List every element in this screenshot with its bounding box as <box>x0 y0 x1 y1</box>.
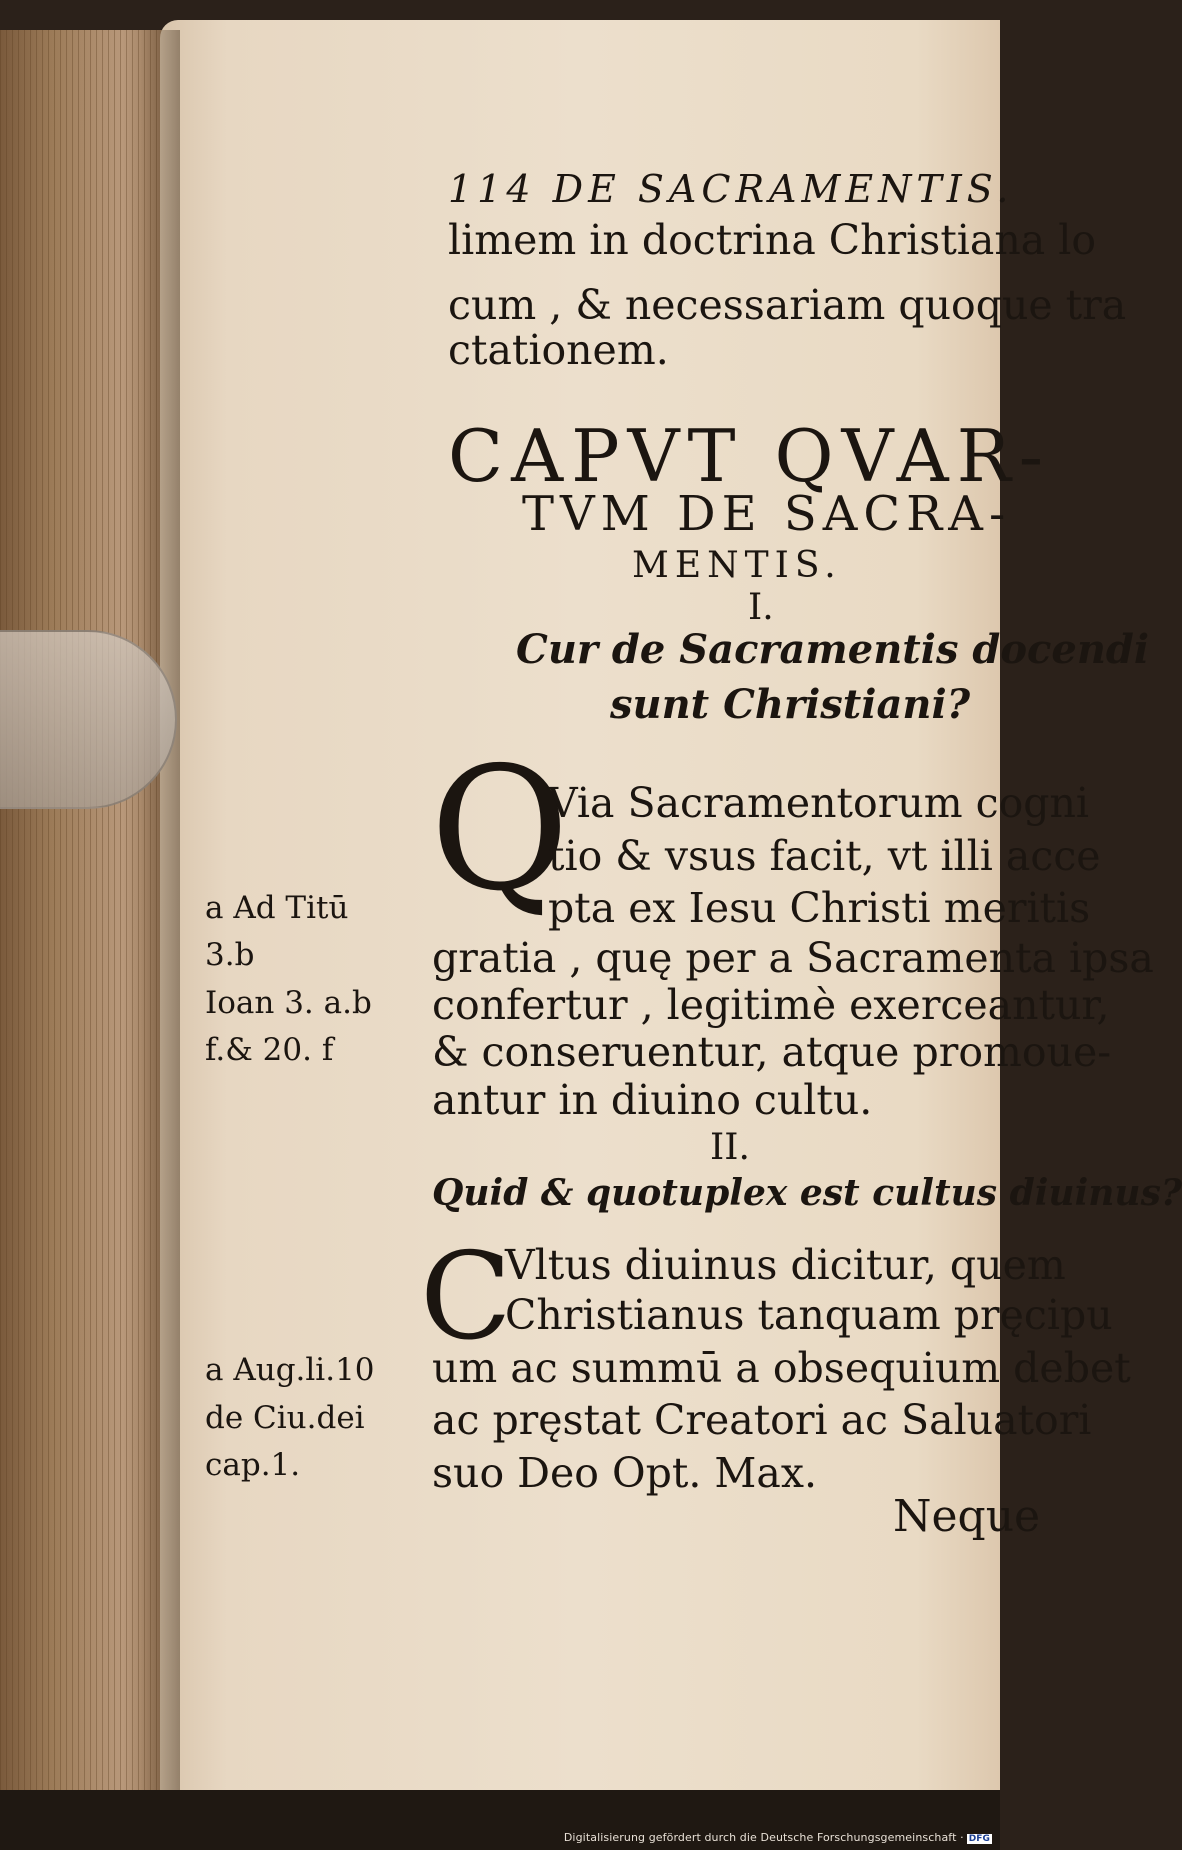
section-numeral: I. <box>748 587 774 628</box>
body-line: gratia , quę per a Sacramenta ipsa <box>432 934 1154 982</box>
intro-line: ctationem. <box>448 326 669 374</box>
margin-note: de Ciu.dei <box>205 1400 365 1436</box>
section-numeral: II. <box>710 1127 750 1168</box>
body-line: ac pręstat Creatori ac Saluatori <box>432 1396 1092 1444</box>
body-line: pta ex Iesu Christi meritis <box>548 884 1091 932</box>
body-line: suo Deo Opt. Max. <box>432 1449 817 1497</box>
margin-note: a Aug.li.10 <box>205 1352 375 1388</box>
margin-note: a Ad Titū <box>205 890 349 926</box>
margin-note: cap.1. <box>205 1447 301 1483</box>
dropcap: C <box>420 1228 512 1367</box>
chapter-title-line1: CAPVT QVAR- <box>448 414 1052 498</box>
dfg-logo: DFG <box>968 1834 990 1844</box>
chapter-title-line2: TVM DE SACRA- <box>522 486 1012 542</box>
body-line: antur in diuino cultu. <box>432 1076 873 1124</box>
running-head: 114 DE SACRAMENTIS. <box>448 167 1014 211</box>
catchword: Neque <box>893 1491 1041 1542</box>
body-line: Vltus diuinus dicitur, quem <box>505 1241 1066 1289</box>
body-line: & conseruentur, atque promoue- <box>432 1028 1112 1076</box>
footer-credit <box>564 1831 992 1844</box>
section-question: Quid & quotuplex est cultus diuinus? <box>432 1172 1182 1214</box>
body-line: Via Sacramentorum cogni <box>548 779 1090 827</box>
intro-line: cum , & necessariam quoque tra <box>448 281 1127 329</box>
body-line: um ac summū a obsequium debet <box>432 1344 1131 1392</box>
gutter-shadow <box>140 30 180 1790</box>
intro-line: limem in doctrina Christiana lo <box>448 216 1097 264</box>
dropcap: Q <box>430 731 570 929</box>
margin-note: Ioan 3. a.b <box>205 985 372 1021</box>
scan-footer-strip <box>0 1790 1000 1850</box>
margin-note: f.& 20. f <box>205 1032 334 1068</box>
margin-note: 3.b <box>205 937 255 973</box>
bookmark-clip <box>0 630 177 809</box>
body-line: tio & vsus facit, vt illi acce <box>548 832 1101 880</box>
body-line: Christianus tanquam pręcipu <box>505 1291 1113 1339</box>
footer-text: Digitalisierung gefördert durch die Deutsche Forschungsgemeinschaft · <box>563 1831 964 1844</box>
chapter-title-line3: MENTIS. <box>632 545 842 586</box>
body-line: confertur , legitimè exerceantur, <box>432 981 1110 1029</box>
section-question: Cur de Sacramentis docendi <box>516 626 1150 673</box>
section-question: sunt Christiani? <box>610 681 971 728</box>
